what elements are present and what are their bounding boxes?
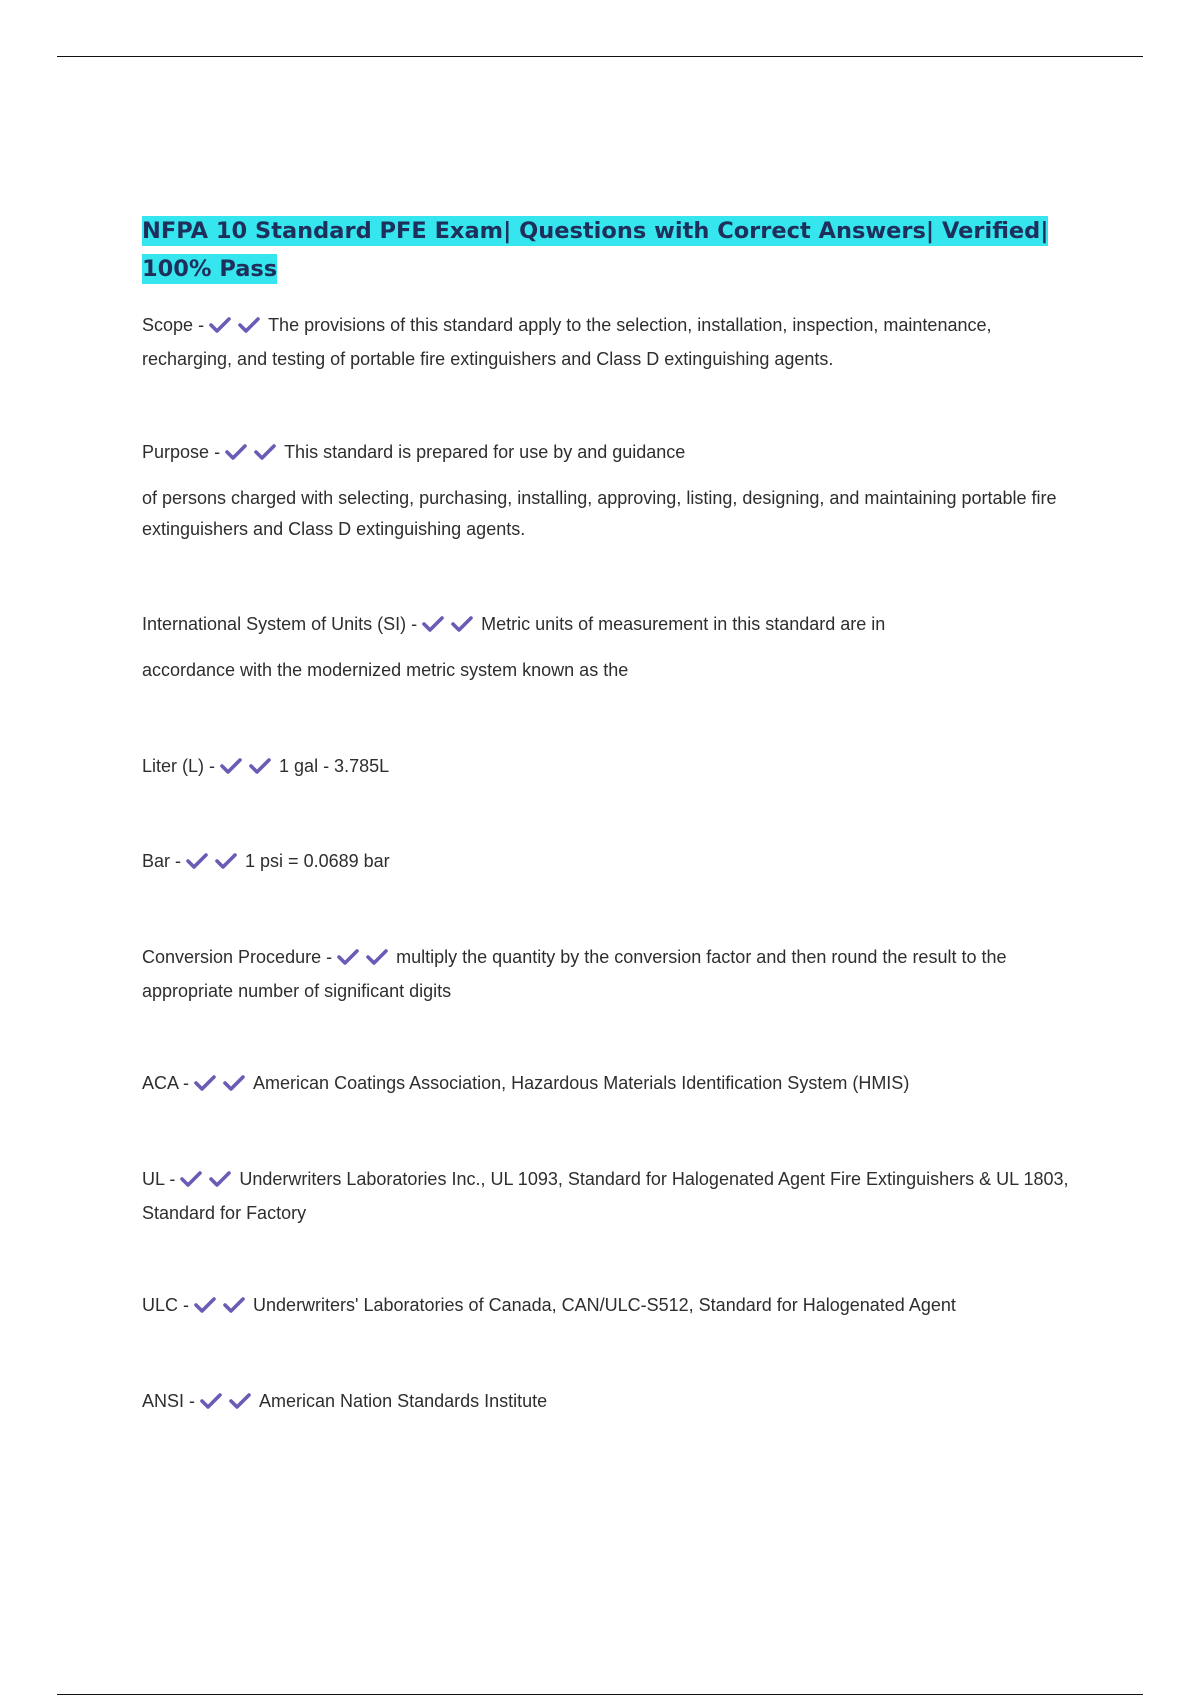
- qa-entry-ulc: [142, 1290, 1082, 1324]
- qa-entry-conversion-procedure: [142, 942, 1082, 1007]
- double-check-icon: [193, 1071, 251, 1102]
- check-icon: [222, 1296, 246, 1314]
- check-icon: [237, 316, 261, 334]
- check-icon: [248, 757, 272, 775]
- double-check-icon: [179, 1167, 237, 1198]
- entry-definition: Underwriters' Laboratories of Canada, CAN/ULC-S512, Standard for Halogenated Agent: [253, 1295, 956, 1315]
- check-icon: [199, 1392, 223, 1410]
- entry-separator: -: [175, 851, 182, 871]
- double-check-icon: [336, 945, 394, 976]
- entry-separator: -: [198, 315, 205, 335]
- entry-term: Liter (L): [142, 756, 205, 776]
- entry-separator: -: [189, 1391, 196, 1411]
- check-icon: [185, 852, 209, 870]
- entry-separator: -: [214, 442, 221, 462]
- double-check-icon: [185, 849, 243, 880]
- qa-entry-si-units: [142, 609, 1082, 643]
- double-check-icon: [208, 313, 266, 344]
- entry-separator: -: [411, 614, 418, 634]
- header-rule: [57, 56, 1143, 57]
- double-check-icon: [219, 754, 277, 785]
- entry-definition: Underwriters Laboratories Inc., UL 1093, Standard for Halogenated Agent Fire Extinguishers & UL 1803, Standard for Factory: [142, 1169, 1069, 1223]
- entry-continuation: of persons charged with selecting, purchasing, installing, approving, listing, designing, and maintaining portable fire extinguishers and Class D extinguishing agents.: [142, 488, 1057, 539]
- check-icon: [224, 443, 248, 461]
- entry-separator: -: [326, 947, 333, 967]
- double-check-icon: [224, 440, 282, 471]
- double-check-icon: [199, 1389, 257, 1420]
- qa-entry-ul: [142, 1164, 1082, 1229]
- entry-term: ANSI: [142, 1391, 185, 1411]
- entry-term: ACA: [142, 1073, 179, 1093]
- entry-separator: -: [183, 1295, 190, 1315]
- double-check-icon: [193, 1293, 251, 1324]
- entry-separator: -: [209, 756, 216, 776]
- entry-definition: multiply the quantity by the conversion factor and then round the result to the appropriate number of significant digits: [142, 947, 1007, 1001]
- check-icon: [365, 948, 389, 966]
- entry-term: ULC: [142, 1295, 179, 1315]
- title-highlight: NFPA 10 Standard PFE Exam| Questions with Correct Answers| Verified| 100% Pass: [142, 218, 1049, 282]
- check-icon: [193, 1296, 217, 1314]
- entry-definition: Metric units of measurement in this standard are in: [481, 614, 886, 634]
- entry-definition: 1 psi = 0.0689 bar: [245, 851, 390, 871]
- entry-term: International System of Units (SI): [142, 614, 407, 634]
- qa-entry-aca: [142, 1068, 1082, 1102]
- qa-entry-ansi: [142, 1386, 1082, 1420]
- check-icon: [336, 948, 360, 966]
- check-icon: [219, 757, 243, 775]
- entry-definition: American Coatings Association, Hazardous Materials Identification System (HMIS): [253, 1073, 910, 1093]
- entry-term: Conversion Procedure: [142, 947, 322, 967]
- entry-term: Purpose: [142, 442, 210, 462]
- entry-continuation: accordance with the modernized metric system known as the: [142, 660, 629, 680]
- qa-entry-liter: [142, 751, 1082, 785]
- entry-separator: -: [183, 1073, 190, 1093]
- document-title: [142, 212, 1062, 288]
- qa-entry-bar: [142, 846, 1082, 880]
- check-icon: [208, 316, 232, 334]
- entry-separator: -: [169, 1169, 176, 1189]
- check-icon: [253, 443, 277, 461]
- entry-term: Bar: [142, 851, 171, 871]
- qa-entry-purpose: [142, 437, 1082, 471]
- entry-definition: 1 gal - 3.785L: [279, 756, 390, 776]
- entry-definition: American Nation Standards Institute: [259, 1391, 548, 1411]
- check-icon: [214, 852, 238, 870]
- check-icon: [421, 615, 445, 633]
- check-icon: [193, 1074, 217, 1092]
- double-check-icon: [421, 612, 479, 643]
- check-icon: [450, 615, 474, 633]
- check-icon: [179, 1170, 203, 1188]
- entry-definition: This standard is prepared for use by and guidance: [284, 442, 686, 462]
- footer-rule: [57, 1694, 1143, 1695]
- check-icon: [222, 1074, 246, 1092]
- entry-term: Scope: [142, 315, 194, 335]
- qa-entry-scope: [142, 310, 1082, 375]
- check-icon: [228, 1392, 252, 1410]
- check-icon: [208, 1170, 232, 1188]
- entry-definition: The provisions of this standard apply to the selection, installation, inspection, maintenance, recharging, and testing of portable fire extinguishers and Class D extinguishing agents.: [142, 315, 992, 369]
- entry-term: UL: [142, 1169, 165, 1189]
